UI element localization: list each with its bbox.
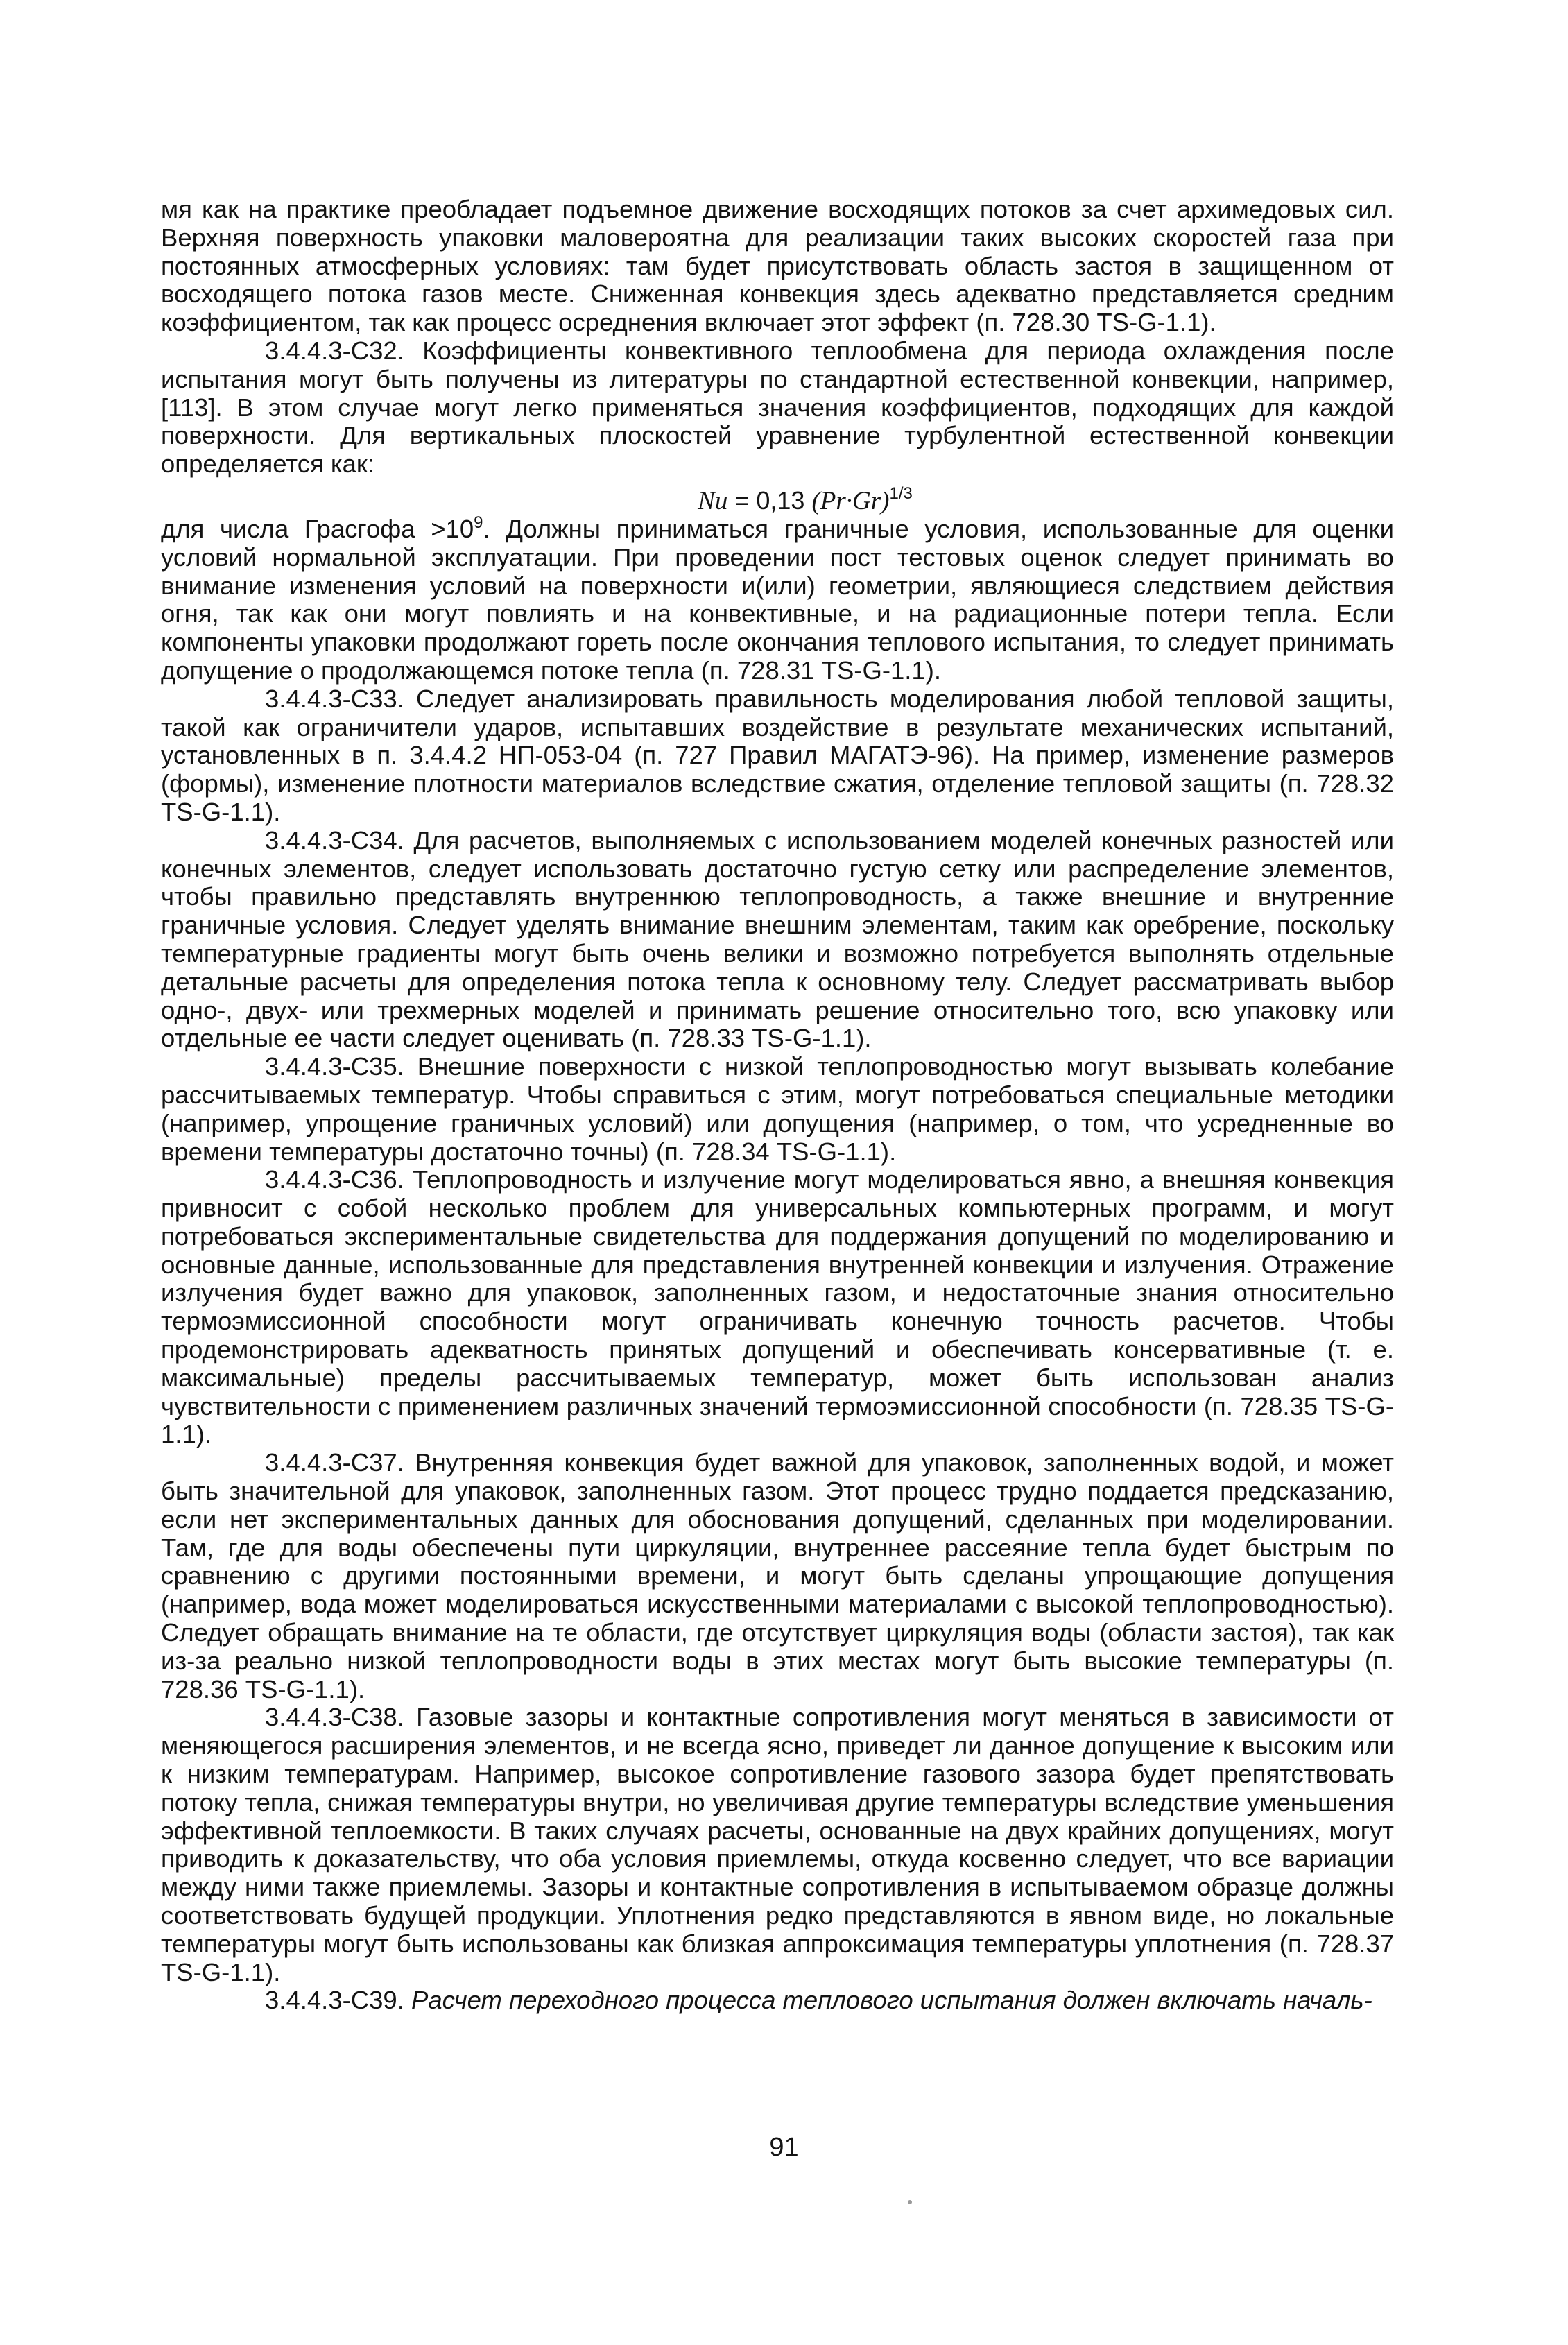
paragraph-c39 [161,1986,1394,2015]
paragraph-c38: 3.4.4.3-C38. Газовые зазоры и контактные сопротивления могут меняться в зависимости от меняющегося расширения элементов, и не всегда ясно, приведет ли данное допущение к высоким или к низким температурам. Например, высокое сопротивление газового зазора будет препятствовать потоку тепла, снижая температуры внутри, но увеличивая другие температуры вследствие уменьшения эффективной теплоемкости. В таких случаях расчеты, основанные на двух крайних допущениях, могут приводить к доказательству, что оба условия приемлемы, откуда косвенно следует, что все вариации между ними также приемлемы. Зазоры и контактные сопротивления в испытываемом образце должны соответствовать будущей продукции. Уплотнения редко представляются в явном виде, но локальные температуры могут быть использованы как близкая аппроксимация температуры уплотнения (п. 728.37 TS-G-1.1). [161,1703,1394,1986]
c39-italic-text: Расчет переходного процесса теплового испытания должен включать началь- [411,1986,1372,2015]
scan-speck [908,2200,912,2204]
paragraph-c35: 3.4.4.3-C35. Внешние поверхности с низкой теплопроводностью могут вызывать колебание рассчитываемых температур. Чтобы справиться с этим, могут потребоваться специальные методики (например, упрощение граничных условий) или допущения (например, о том, что усредненные во времени температуры достаточно точны) (п. 728.34 TS-G-1.1). [161,1052,1394,1166]
grashof-exponent: 9 [474,513,483,532]
paragraph-c37: 3.4.4.3-C37. Внутренняя конвекция будет важной для упаковок, заполненных водой, и может быть значительной для упаковок, заполненных газом. Этот процесс трудно поддается предсказанию, если нет экспериментальных данных для обоснования допущений, сделанных при моделировании. Там, где для воды обеспечены пути циркуляции, внутреннее рассеяние тепла будет быстрым по сравнению с другими постоянными времени, и могут быть сделаны упрощающие допущения (например, вода может моделироваться искусственными материалами с высокой теплопроводностью). Следует обращать внимание на те области, где отсутствует циркуляция воды (области застоя), так как из-за реально низкой теплопроводности воды в этих местах могут быть высокие температуры (п. 728.36 TS-G-1.1). [161,1448,1394,1703]
formula-exponent: 1/3 [889,483,913,503]
grashof-text-rest: . Должны приниматься граничные условия, использованные для оценки условий нормальной эксплуатации. При проведении пост тестовых оценок следует принимать во внимание изменения условий на поверхности и(или) геометрии, являющиеся следствием действия огня, так как они могут повлиять и на конвективные, и на радиационные потери тепла. Если компоненты упаковки продолжают гореть после окончания теплового испытания, то следует принимать допущение о продолжающемся потоке тепла (п. 728.31 TS-G-1.1). [161,514,1394,685]
paragraph-c34: 3.4.4.3-C34. Для расчетов, выполняемых с использованием моделей конечных разностей или конечных элементов, следует использовать достаточно густую сетку или распределение элементов, чтобы правильно представлять внутреннюю теплопроводность, а также внешние и внутренние граничные условия. Следует уделять внимание внешним элементам, таким как оребрение, поскольку температурные градиенты могут быть очень велики и возможно потребуется выполнять отдельные детальные расчеты для определения потока тепла к основному телу. Следует рассматривать выбор одно-, двух- или трехмерных моделей и принимать решение относительно того, всю упаковку или отдельные ее части следует оценивать (п. 728.33 TS-G-1.1). [161,825,1394,1053]
grashof-text-start: для числа Грасгофа >10 [161,514,474,543]
formula-coefficient: = 0,13 [727,486,812,515]
body-text [161,196,1394,2015]
formula-rhs: (Pr·Gr) [811,486,890,515]
paragraph-continuation: мя как на практике преобладает подъемное движение восходящих потоков за счет архимедовых сил. Верхняя поверхность упаковки маловероятна для реализации таких высоких скоростей газа при постоянных атмосферных условиях: там будет присутствовать область застоя в защищенном от восходящего потока газов месте. Сниженная конвекция здесь адекватно представляется средним коэффициентом, так как процесс осреднения включает этот эффект (п. 728.30 TS-G-1.1). [161,195,1394,337]
c39-label: 3.4.4.3-C39. [265,1986,412,2015]
paragraph-c33: 3.4.4.3-C33. Следует анализировать правильность моделирования любой тепловой защиты, такой как ограничители ударов, испытавших воздействие в результате механических испытаний, установленных в п. 3.4.4.2 НП-053-04 (п. 727 Правил МАГАТЭ-96). На пример, изменение размеров (формы), изменение плотности материалов вследствие сжатия, отделение тепловой защиты (п. 728.32 TS-G-1.1). [161,684,1394,826]
paragraph-c36: 3.4.4.3-C36. Теплопроводность и излучение могут моделироваться явно, а внешняя конвекция привносит с собой несколько проблем для универсальных компьютерных программ, и могут потребоваться экспериментальные свидетельства для поддержания допущений по моделированию и основные данные, использованные для представления внутренней конвекции и излучения. Отражение излучения будет важно для упаковок, заполненных газом, и недостаточные знания относительно термоэмиссионной способности могут ограничивать конечную точность расчетов. Чтобы продемонстрировать адекватность принятых допущений и обеспечивать консервативные (т. е. максимальные) пределы рассчитываемых температур, может быть использован анализ чувствительности с применением различных значений термоэмиссионной способности (п. 728.35 TS-G-1.1). [161,1165,1394,1449]
paragraph-grashof [161,515,1394,685]
paragraph-c32: 3.4.4.3-C32. Коэффициенты конвективного теплообмена для периода охлаждения после испытания могут быть получены из литературы по стандартной естественной конвекции, например, [113]. В этом случае могут легко применяться значения коэффициентов, подходящих для каждой поверхности. Для вертикальных плоскостей уравнение турбулентной естественной конвекции определяется как: [161,336,1394,479]
nusselt-formula [161,480,1394,515]
formula-lhs: Nu [698,486,728,515]
page-number: 91 [769,2133,799,2162]
